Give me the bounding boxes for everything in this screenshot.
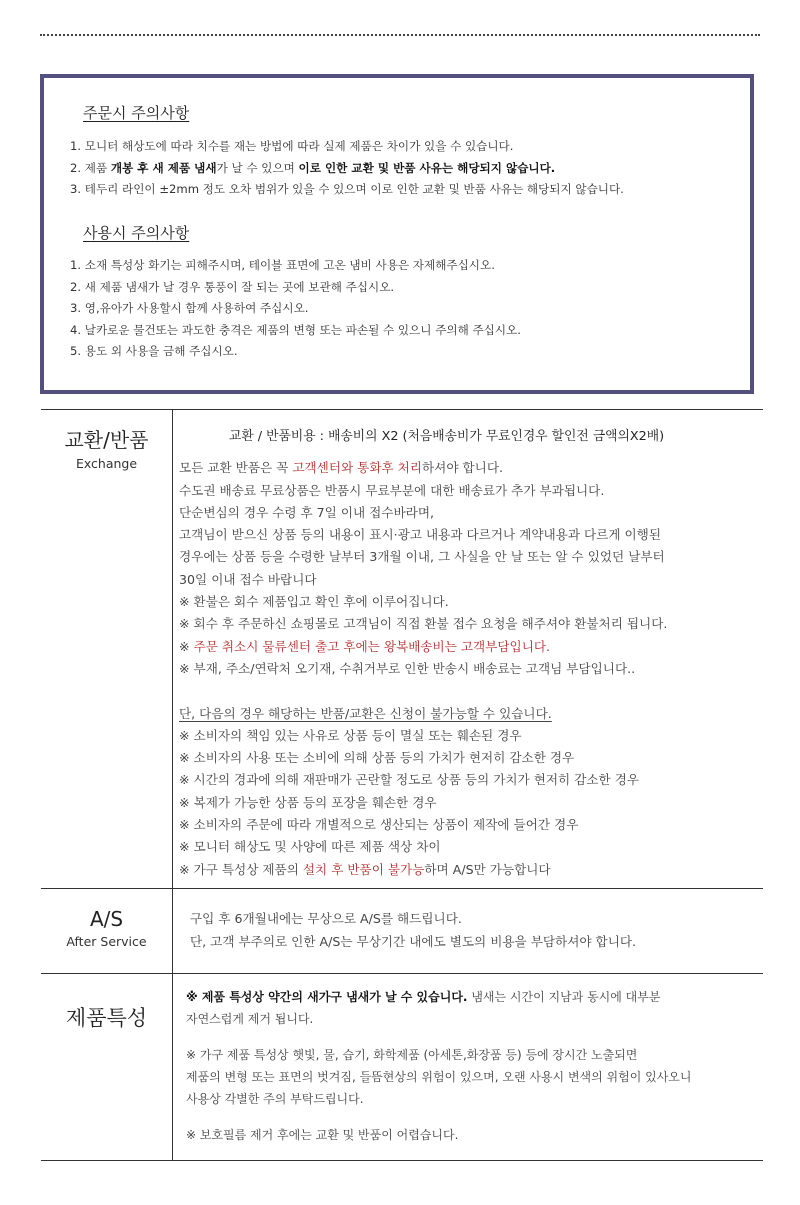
exchange-line — [179, 636, 763, 658]
exchange-line — [179, 680, 763, 702]
text-segment: ※ 환불은 회수 제품입고 확인 후에 이루어집니다. — [179, 594, 449, 610]
exchange-label-cell — [41, 410, 173, 889]
exchange-cost: 교환 / 반품비용 : 배송비의 X2 (처음배송비가 무료인경우 할인전 금액의X2배) — [229, 429, 665, 444]
as-lines — [190, 907, 763, 953]
text-segment: 고객센터와 통화후 처리 — [292, 460, 423, 476]
text-segment: ※ 회수 후 주문하신 쇼핑몰로 고객님이 직접 환불 접수 요청을 해주셔야 환불처리 됩니다. — [179, 616, 668, 632]
usage-notice-item: 4. 날카로운 물건또는 과도한 충격은 제품의 변형 또는 파손될 수 있으니 주의해 주십시오. — [70, 322, 521, 337]
product-note-line — [186, 986, 763, 1008]
text-segment: ※ 소비자의 책임 있는 사유로 상품 등이 멸실 또는 훼손된 경우 — [179, 727, 522, 743]
product-label-cell — [41, 974, 173, 1161]
product-blocks — [186, 986, 763, 1146]
exchange-lines — [179, 457, 763, 881]
exchange-line — [179, 457, 763, 479]
text-segment: 가 날 수 있으며 — [216, 160, 299, 175]
text-segment: ※ 시간의 경과에 의해 재판매가 곤란할 정도로 상품 등의 가치가 현저히 감소한 경우 — [179, 772, 640, 788]
text-segment: 1. 모니터 해상도에 따라 치수를 재는 방법에 따라 실제 제품은 차이가 있을 수 있습니다. — [70, 139, 514, 153]
exchange-line — [179, 502, 763, 524]
text-segment: ※ 모니터 해상도 및 사양에 따른 제품 색상 차이 — [179, 839, 441, 855]
exchange-line — [179, 792, 763, 814]
usage-notice-list — [70, 255, 521, 363]
text-segment: ※ 보호필름 제거 후에는 교환 및 반품이 어렵습니다. — [186, 1128, 459, 1142]
exchange-line — [179, 613, 763, 635]
text-segment: 이로 인한 교환 및 반품 사유는 해당되지 않습니다. — [298, 160, 556, 175]
product-note — [186, 986, 763, 1030]
product-note — [186, 1044, 763, 1110]
order-notice-title: 주문시 주의사항 — [83, 104, 190, 122]
text-segment: ※ 소비자의 사용 또는 소비에 의해 상품 등의 가치가 현저히 감소한 경우 — [179, 750, 575, 766]
as-label: A/S — [89, 907, 124, 931]
text-segment: 설치 후 반품이 불가능 — [302, 861, 425, 877]
exchange-line — [179, 814, 763, 836]
text-segment: 고객님이 받으신 상품 등의 내용이 표시·광고 내용과 다르거나 계약내용과 다르게 이행된 — [179, 527, 661, 543]
text-segment: 하셔야 합니다. — [422, 460, 504, 476]
as-content-cell — [173, 889, 764, 974]
product-note-line — [186, 1124, 763, 1146]
text-segment: 자연스럽게 제거 됩니다. — [186, 1012, 314, 1026]
text-segment: 2. 제품 — [70, 160, 111, 175]
text-segment: 3. 테두리 라인이 ±2mm 정도 오차 범위가 있을 수 있으며 이로 인한 교환 및 반품 사유는 해당되지 않습니다. — [70, 182, 624, 196]
exchange-line — [179, 703, 763, 725]
order-notice-item — [70, 136, 624, 158]
exchange-line — [179, 569, 763, 591]
exchange-line — [179, 747, 763, 769]
text-segment: 단, 다음의 경우 해당하는 반품/교환은 신청이 불가능할 수 있습니다. — [179, 705, 552, 721]
text-segment: 하며 A/S만 가능합니다 — [424, 861, 551, 877]
text-segment: 수도권 배송료 무료상품은 반품시 무료부분에 대한 배송료가 추가 부과됩니다. — [179, 482, 605, 498]
usage-notice-item: 5. 용도 외 사용을 금해 주십시오. — [70, 344, 238, 358]
text-segment: 경우에는 상품 등을 수령한 날부터 3개월 이내, 그 사실을 안 날 또는 알 수 있었던 날부터 — [179, 549, 665, 565]
product-note-line — [186, 1008, 763, 1030]
text-segment: 제품의 변형 또는 표면의 벗겨짐, 들뜸현상의 위험이 있으며, 오랜 사용시 변색의 위험이 있사오니 — [186, 1070, 692, 1084]
exchange-line — [179, 769, 763, 791]
usage-notice-item: 2. 새 제품 냄새가 날 경우 통풍이 잘 되는 곳에 보관해 주십시오. — [70, 279, 395, 294]
usage-notice-item: 3. 영,유아가 사용할시 함께 사용하여 주십시오. — [70, 301, 309, 315]
text-segment: 단순변심의 경우 수령 후 7일 이내 접수바라며, — [179, 504, 435, 520]
text-segment: ※ — [179, 638, 194, 654]
product-note-line — [186, 1088, 763, 1110]
product-label: 제품특성 — [65, 1006, 148, 1030]
as-label-cell — [41, 889, 173, 974]
policy-table — [41, 409, 763, 1161]
as-row — [41, 889, 763, 974]
dotted-divider — [40, 34, 760, 36]
product-note — [186, 1124, 763, 1146]
order-notice-item — [70, 158, 624, 180]
text-segment: 주문 취소시 물류센터 출고 후에는 왕복배송비는 고객부담입니다. — [193, 638, 551, 654]
product-content-cell — [173, 974, 764, 1161]
usage-notice-title: 사용시 주의사항 — [83, 224, 190, 242]
notice-box — [40, 74, 754, 394]
exchange-line — [179, 836, 763, 858]
exchange-label: 교환/반품 — [64, 428, 149, 452]
text-segment: 모든 교환 반품은 꼭 — [179, 460, 293, 476]
exchange-line — [179, 480, 763, 502]
exchange-line — [179, 658, 763, 680]
text-segment: ※ 가구 제품 특성상 햇빛, 물, 습기, 화학제품 (아세톤,화장품 등) 등에 장시간 노출되면 — [186, 1048, 638, 1062]
text-segment: 냄새는 시간이 지남과 동시에 대부분 — [467, 990, 661, 1004]
exchange-line — [179, 524, 763, 546]
text-segment: 사용상 각별한 주의 부탁드립니다. — [186, 1092, 364, 1106]
order-notice-item — [70, 179, 624, 201]
text-segment: ※ 부재, 주소/연락처 오기재, 수취거부로 인한 반송시 배송료는 고객님 부담입니다.. — [179, 660, 636, 676]
exchange-content-cell — [173, 410, 764, 889]
text-segment: ※ 제품 특성상 약간의 새가구 냄새가 날 수 있습니다. — [186, 990, 468, 1004]
product-note-line — [186, 1044, 763, 1066]
text-segment: 30일 이내 접수 바랍니다 — [179, 571, 317, 587]
text-segment: ※ 가구 특성상 제품의 — [179, 861, 303, 877]
exchange-line — [179, 859, 763, 881]
order-notice-list — [70, 136, 624, 201]
product-note-line — [186, 1066, 763, 1088]
as-line: 구입 후 6개월내에는 무상으로 A/S를 해드립니다. — [190, 911, 462, 926]
exchange-line — [179, 546, 763, 568]
text-segment: ※ 소비자의 주문에 따라 개별적으로 생산되는 상품이 제작에 들어간 경우 — [179, 817, 579, 833]
exchange-line — [179, 725, 763, 747]
text-segment: 개봉 후 새 제품 냄새 — [110, 160, 217, 175]
exchange-row — [41, 410, 763, 889]
as-line: 단, 고객 부주의로 인한 A/S는 무상기간 내에도 별도의 비용을 부담하셔야 합니다. — [190, 934, 637, 949]
text-segment: ※ 복제가 가능한 상품 등의 포장을 훼손한 경우 — [179, 794, 437, 810]
usage-notice-item: 1. 소재 특성상 화기는 피해주시며, 테이블 표면에 고온 냄비 사용은 자제해주십시오. — [70, 258, 495, 272]
exchange-line — [179, 591, 763, 613]
product-row — [41, 974, 763, 1161]
as-label-en: After Service — [66, 934, 147, 949]
exchange-label-en: Exchange — [75, 456, 138, 471]
